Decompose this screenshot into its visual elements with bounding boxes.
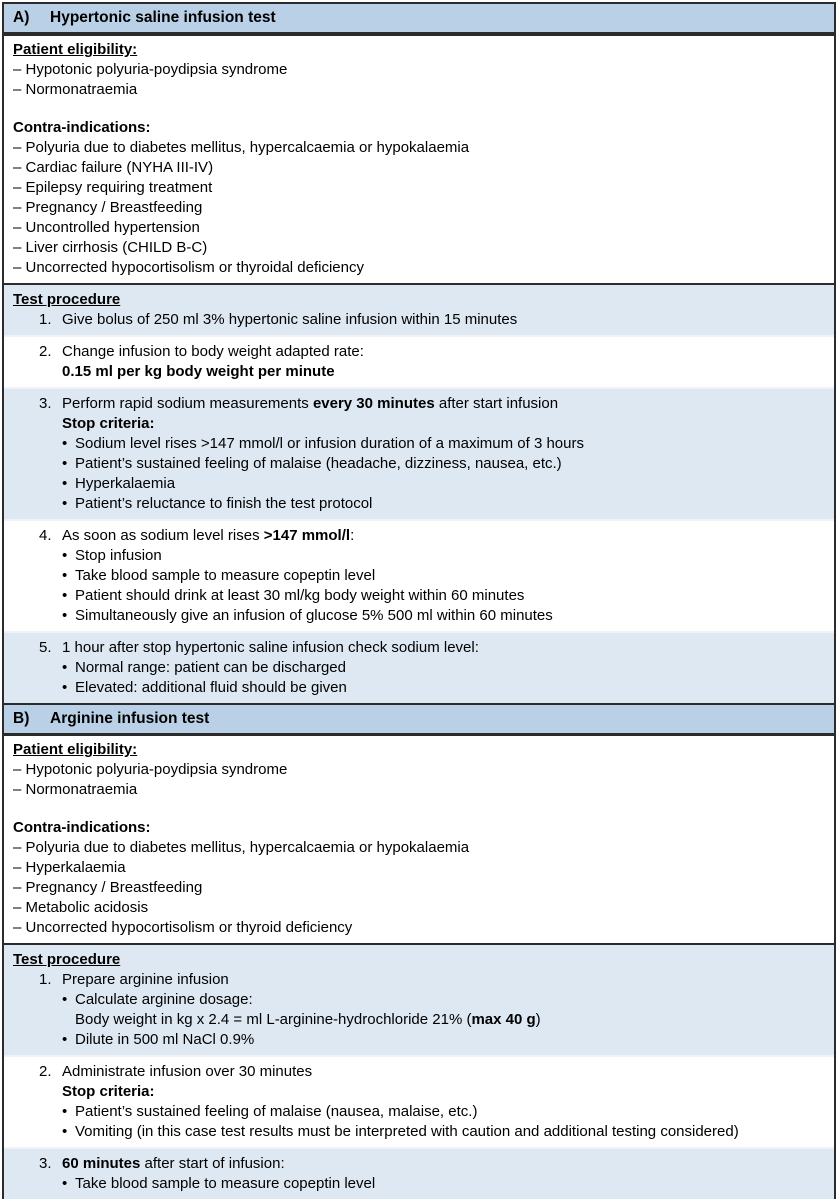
text-segment: Stop criteria: [62, 1083, 155, 1100]
bullet-marker: • [62, 1123, 68, 1140]
text-segment: Patient’s sustained feeling of malaise (nausea, malaise, etc.) [75, 1103, 478, 1120]
step-line [62, 638, 825, 658]
procedure-step-row [4, 519, 834, 631]
list-item: – Pregnancy / Breastfeeding [13, 879, 203, 896]
step-line [62, 342, 825, 362]
bullet-line [62, 606, 825, 626]
bullet-line [62, 434, 825, 454]
text-segment: max 40 g [471, 1011, 536, 1028]
list-item: – Polyuria due to diabetes mellitus, hypercalcaemia or hypokalaemia [13, 139, 470, 156]
procedure-step-row [4, 335, 834, 387]
text-segment: Administrate infusion over 30 minutes [62, 1063, 313, 1080]
step-line [62, 414, 825, 434]
bullet-line [62, 494, 825, 514]
section-label: A) [13, 9, 30, 26]
bullet-marker: • [62, 547, 68, 564]
step-body [62, 638, 825, 698]
procedure-step-row [4, 631, 834, 703]
step-number: 1. [39, 971, 52, 988]
text-segment: Change infusion to body weight adapted rate: [62, 343, 364, 360]
step-number: 4. [39, 527, 52, 544]
section-header-bar [4, 703, 834, 736]
list-item: – Hypotonic polyuria-poydipsia syndrome [13, 61, 288, 78]
bullet-marker: • [62, 435, 68, 452]
eligibility-box [4, 36, 834, 285]
contraindications-list [13, 838, 825, 938]
step-line [62, 526, 825, 546]
step-number: 1. [39, 311, 52, 328]
text-segment: : [350, 527, 355, 544]
list-item: – Cardiac failure (NYHA III-IV) [13, 159, 214, 176]
procedure-box [4, 945, 834, 1199]
text-segment: Elevated: additional fluid should be given [75, 679, 347, 696]
contraindications-heading: Contra-indications: [13, 819, 151, 836]
bullet-line [62, 1122, 825, 1142]
list-item: – Polyuria due to diabetes mellitus, hypercalcaemia or hypokalaemia [13, 839, 470, 856]
step-number: 3. [39, 395, 52, 412]
bullet-line [62, 678, 825, 698]
bullet-marker: • [62, 607, 68, 624]
bullet-line [62, 454, 825, 474]
bullet-line [62, 1102, 825, 1122]
list-item: – Hypotonic polyuria-poydipsia syndrome [13, 761, 288, 778]
step-body [62, 394, 825, 514]
text-segment: ) [535, 1011, 541, 1028]
procedure-step-row [4, 1147, 834, 1199]
bullet-marker: • [62, 991, 68, 1008]
list-item: – Liver cirrhosis (CHILD B-C) [13, 239, 208, 256]
step-line [62, 1062, 825, 1082]
text-segment: after start of infusion: [140, 1155, 285, 1172]
step [13, 970, 825, 1050]
bullet-line [62, 586, 825, 606]
step-body [62, 970, 825, 1050]
list-item: – Metabolic acidosis [13, 899, 149, 916]
section-title: Arginine infusion test [50, 710, 210, 727]
bullet-marker: • [62, 587, 68, 604]
eligibility-list [13, 60, 825, 100]
step-body [62, 1154, 825, 1194]
list-item: – Normonatraemia [13, 781, 138, 798]
text-segment: Body weight in kg x 2.4 = ml L-arginine-hydrochloride 21% ( [75, 1011, 472, 1028]
step-line [62, 394, 825, 414]
list-item: – Epilepsy requiring treatment [13, 179, 213, 196]
step [13, 638, 825, 698]
contraindications-heading: Contra-indications: [13, 119, 151, 136]
bullet-marker: • [62, 679, 68, 696]
section-arginine-test [4, 703, 834, 1199]
text-segment: 60 minutes [62, 1155, 141, 1172]
step-line [62, 1154, 825, 1174]
text-segment: Sodium level rises >147 mmol/l or infusion duration of a maximum of 3 hours [75, 435, 584, 452]
eligibility-list [13, 760, 825, 800]
text-segment: Patient’s reluctance to finish the test protocol [75, 495, 373, 512]
step-number: 2. [39, 343, 52, 360]
text-segment: Give bolus of 250 ml 3% hypertonic saline infusion within 15 minutes [62, 311, 518, 328]
text-segment: every 30 minutes [312, 395, 435, 412]
text-segment: Patient should drink at least 30 ml/kg body weight within 60 minutes [75, 587, 525, 604]
section-hypertonic-saline-test [4, 4, 834, 703]
step-body [62, 526, 825, 626]
step [13, 394, 825, 514]
list-item: – Uncorrected hypocortisolism or thyroid deficiency [13, 919, 353, 936]
text-segment: Calculate arginine dosage: [75, 991, 253, 1008]
bullet-line [62, 990, 825, 1010]
procedure-box [4, 285, 834, 703]
step [13, 1154, 825, 1194]
text-segment: after start infusion [434, 395, 559, 412]
text-segment: Normal range: patient can be discharged [75, 659, 346, 676]
bullet-marker: • [62, 1031, 68, 1048]
step-body [62, 310, 825, 330]
text-segment: Perform rapid sodium measurements [62, 395, 313, 412]
step [13, 342, 825, 382]
text-segment: >147 mmol/l [263, 527, 351, 544]
step-body [62, 1062, 825, 1142]
step [13, 1062, 825, 1142]
text-segment: Simultaneously give an infusion of glucose 5% 500 ml within 60 minutes [75, 607, 553, 624]
text-segment: Stop infusion [75, 547, 162, 564]
eligibility-heading: Patient eligibility: [13, 41, 138, 58]
step [13, 526, 825, 626]
bullet-marker: • [62, 475, 68, 492]
step-line [62, 362, 825, 382]
bullet-line [62, 658, 825, 678]
bullet-line [62, 566, 825, 586]
procedure-step-row [4, 285, 834, 335]
text-segment: Hyperkalaemia [75, 475, 176, 492]
procedure-heading: Test procedure [13, 951, 121, 968]
eligibility-box [4, 736, 834, 945]
step-number: 3. [39, 1155, 52, 1172]
step-number: 5. [39, 639, 52, 656]
text-segment: Take blood sample to measure copeptin level [75, 567, 376, 584]
bullet-marker: • [62, 659, 68, 676]
list-item: – Uncorrected hypocortisolism or thyroidal deficiency [13, 259, 364, 276]
text-segment: Stop criteria: [62, 415, 155, 432]
text-segment: Take blood sample to measure copeptin level [75, 1175, 376, 1192]
step-line [62, 970, 825, 990]
step-line [62, 310, 825, 330]
list-item: – Normonatraemia [13, 81, 138, 98]
procedure-step-row [4, 1055, 834, 1147]
bullet-marker: • [62, 567, 68, 584]
text-segment: 1 hour after stop hypertonic saline infusion check sodium level: [62, 639, 479, 656]
bullet-line [62, 546, 825, 566]
list-item: – Hyperkalaemia [13, 859, 126, 876]
infusion-test-protocol-table [2, 2, 836, 1199]
section-header-bar [4, 4, 834, 36]
procedure-heading: Test procedure [13, 291, 121, 308]
section-title: Hypertonic saline infusion test [50, 9, 276, 26]
step-line [62, 1082, 825, 1102]
text-segment: Prepare arginine infusion [62, 971, 229, 988]
bullet-line [62, 1030, 825, 1050]
text-segment: As soon as sodium level rises [62, 527, 264, 544]
text-segment: Dilute in 500 ml NaCl 0.9% [75, 1031, 255, 1048]
text-segment: Vomiting (in this case test results must be interpreted with caution and additional testing considered) [75, 1123, 739, 1140]
step [13, 310, 825, 330]
step-line [62, 1010, 825, 1030]
bullet-marker: • [62, 1103, 68, 1120]
section-label: B) [13, 710, 30, 727]
contraindications-list [13, 138, 825, 278]
procedure-step-row [4, 387, 834, 519]
bullet-marker: • [62, 455, 68, 472]
bullet-line [62, 1174, 825, 1194]
bullet-marker: • [62, 495, 68, 512]
bullet-line [62, 474, 825, 494]
step-number: 2. [39, 1063, 52, 1080]
text-segment: Patient’s sustained feeling of malaise (headache, dizziness, nausea, etc.) [75, 455, 562, 472]
bullet-marker: • [62, 1175, 68, 1192]
text-segment: 0.15 ml per kg body weight per minute [62, 363, 335, 380]
step-body [62, 342, 825, 382]
list-item: – Pregnancy / Breastfeeding [13, 199, 203, 216]
list-item: – Uncontrolled hypertension [13, 219, 200, 236]
eligibility-heading: Patient eligibility: [13, 741, 138, 758]
procedure-step-row [4, 945, 834, 1055]
